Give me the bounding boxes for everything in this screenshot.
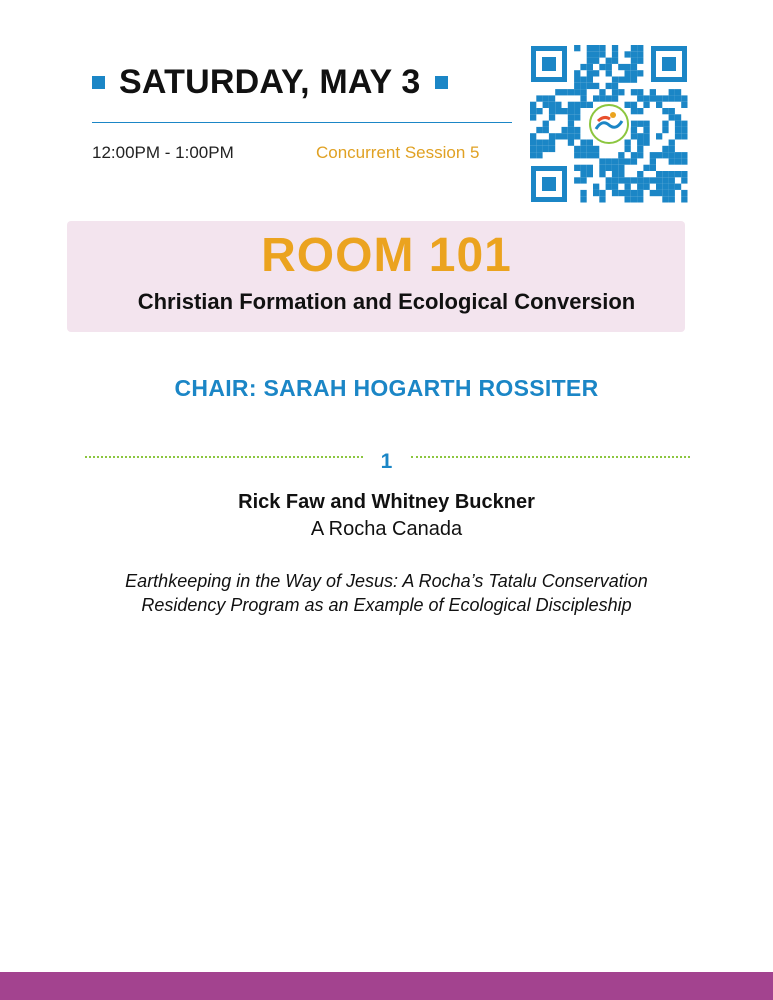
- presentation-number: 1: [380, 450, 393, 473]
- dotted-divider-left: [85, 456, 363, 458]
- room-title: ROOM 101: [261, 229, 512, 282]
- square-bullet-icon: [92, 76, 105, 89]
- dotted-divider-right: [411, 456, 690, 458]
- room-subtitle: Christian Formation and Ecological Conversion: [137, 289, 636, 314]
- chair-name: CHAIR: SARAH HOGARTH ROSSITER: [174, 375, 599, 401]
- paper-title-line: Earthkeeping in the Way of Jesus: A Rocha’s Tatalu Conservation: [125, 571, 648, 591]
- qr-code-icon[interactable]: [530, 45, 688, 203]
- square-bullet-icon: [435, 76, 448, 89]
- session-label: Concurrent Session 5: [316, 143, 480, 162]
- date-header: [92, 56, 502, 108]
- session-time: 12:00PM - 1:00PM: [92, 143, 234, 162]
- header-divider: [92, 122, 512, 123]
- date-title: SATURDAY, MAY 3: [119, 62, 421, 101]
- presenter-organization: A Rocha Canada: [310, 518, 463, 540]
- paper-title-line: Residency Program as an Example of Ecological Discipleship: [141, 595, 632, 615]
- paper-title: [60, 569, 713, 617]
- presenter-names: Rick Faw and Whitney Buckner: [238, 491, 535, 513]
- footer-bar: [0, 972, 773, 1000]
